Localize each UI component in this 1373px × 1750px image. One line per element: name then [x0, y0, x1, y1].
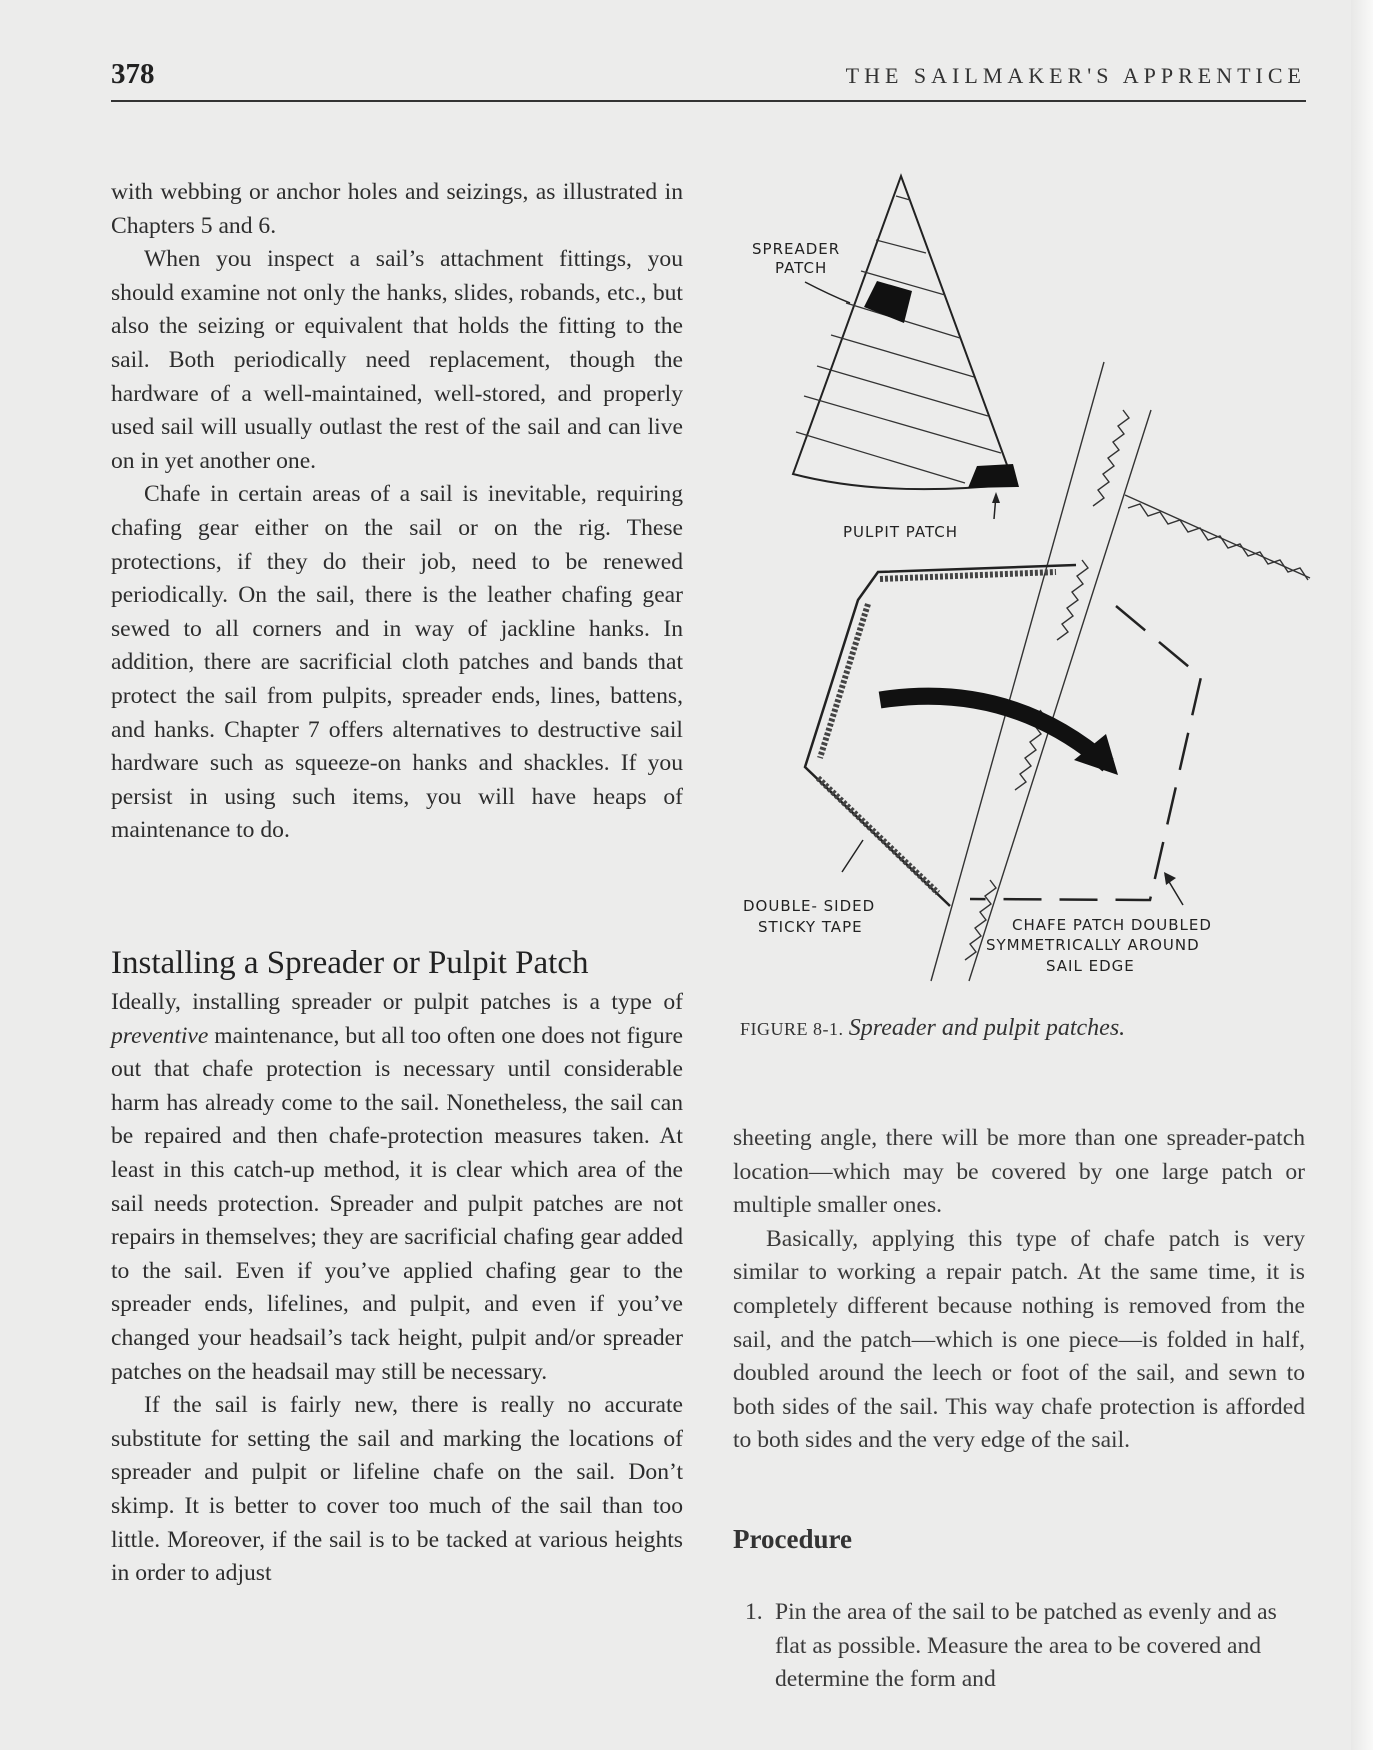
- paragraph: When you inspect a sail’s attachment fittings, you should examine not only the hanks, slides, robands, etc., but also the seizing or equivalent that holds the fitting to the sail. Both periodically need replacement, though the hardware of a well-maintained, well-stored, and properly used sail will usually outlast the rest of the sail and can live on in yet another one.: [111, 246, 683, 474]
- tape-label-leader: [842, 840, 863, 872]
- label-chafe-line3: SAIL EDGE: [1046, 957, 1135, 975]
- page-number: 378: [111, 58, 155, 90]
- spreader-label-leader: [805, 282, 850, 303]
- label-chafe-line2: SYMMETRICALLY AROUND: [986, 936, 1200, 954]
- paragraph: Chafe in certain areas of a sail is inevitable, requiring chafing gear either on the sail or on the rig. These protections, if they do their job, need to be renewed periodically. On the sail, there is the leather chafing gear sewed to all corners and in way of jackline hanks. In addition, there are sacrificial cloth patches and bands that protect the sail from pulpits, spreader ends, lines, battens, and hanks. Chapter 7 offers alternatives to destructive sail hardware such as squeeze-on hanks and shackles. If you persist in using such items, you will have heaps of maintenance to do.: [111, 481, 683, 844]
- paragraph: Basically, applying this type of chafe patch is very similar to working a repair patch. At the same time, it is completely different because nothing is removed from the sail, and the patch—which is one piece—is folded in half, doubled around the leech or foot of the sail, and sewn to both sides of the sail. This way chafe protection is afforded to both sides and the very edge of the sail.: [733, 1225, 1305, 1454]
- paragraph: [111, 986, 683, 1389]
- sail-triangle: [793, 176, 1014, 489]
- figure-caption: [740, 1015, 1125, 1042]
- paragraph: with webbing or anchor holes and seizings, as illustrated in Chapters 5 and 6.: [111, 179, 683, 239]
- arrowhead-icon: [992, 492, 1000, 503]
- label-chafe-line1: CHAFE PATCH DOUBLED: [1012, 916, 1212, 934]
- text-run: maintenance, but all too often one does not figure out that chafe protection is necessary until considerable harm has already come to the sail. Nonetheless, the sail can be repaired and then chafe-protection measures taken. At least in this catch-up method, it is clear which area of the sail needs protection. Spreader and pulpit patches are not repairs in themselves; they are sacrificial chafing gear added to the sail. Even if you’ve applied chafing gear to the spreader ends, lifelines, and pulpit, and even if you’ve changed your headsail’s tack height, pulpit and/or spreader patches on the headsail may still be necessary.: [111, 1022, 683, 1385]
- section-heading: Installing a Spreader or Pulpit Patch: [111, 945, 589, 981]
- step-number: 1.: [745, 1599, 763, 1625]
- chafe-patch-outline: [805, 565, 1076, 906]
- procedure-step: [733, 1596, 1305, 1697]
- figure-title: Spreader and pulpit patches.: [848, 1015, 1126, 1041]
- running-title: THE SAILMAKER'S APPRENTICE: [845, 63, 1306, 88]
- procedure-heading: Procedure: [733, 1524, 852, 1554]
- sticky-tape-strips: [818, 572, 1056, 893]
- figure-label: FIGURE 8-1.: [740, 1019, 844, 1039]
- label-tape-line1: DOUBLE- SIDED: [743, 897, 876, 915]
- label-spreader-line2: PATCH: [775, 259, 828, 277]
- label-tape-line2: STICKY TAPE: [758, 918, 863, 936]
- paragraph: If the sail is fairly new, there is really no accurate substitute for setting the sail and marking the locations of spreader and pulpit or lifeline chafe on the sail. Don’t skimp. It is better to cover too much of the sail than too little. Moreover, if the sail is to be tacked at various heights in order to adjust: [111, 1392, 683, 1587]
- paragraph: sheeting angle, there will be more than one spreader-patch location—which may be covered by one large patch or multiple smaller ones.: [733, 1125, 1305, 1219]
- step-text: Pin the area of the sail to be patched as evenly and as flat as possible. Measure the area to be covered and determine the form and: [775, 1599, 1277, 1693]
- section-text: [111, 986, 683, 1591]
- sail-edge-band: [931, 362, 1310, 981]
- right-column-text: [733, 1122, 1305, 1458]
- emphasis: preventive: [111, 1022, 209, 1049]
- pulpit-patch-mark: [968, 464, 1019, 488]
- text-run: Ideally, installing spreader or pulpit patches is a type of: [111, 989, 683, 1015]
- spreader-patch-mark: [864, 281, 912, 323]
- label-pulpit-patch: PULPIT PATCH: [843, 523, 959, 541]
- label-spreader-line1: SPREADER: [752, 240, 841, 258]
